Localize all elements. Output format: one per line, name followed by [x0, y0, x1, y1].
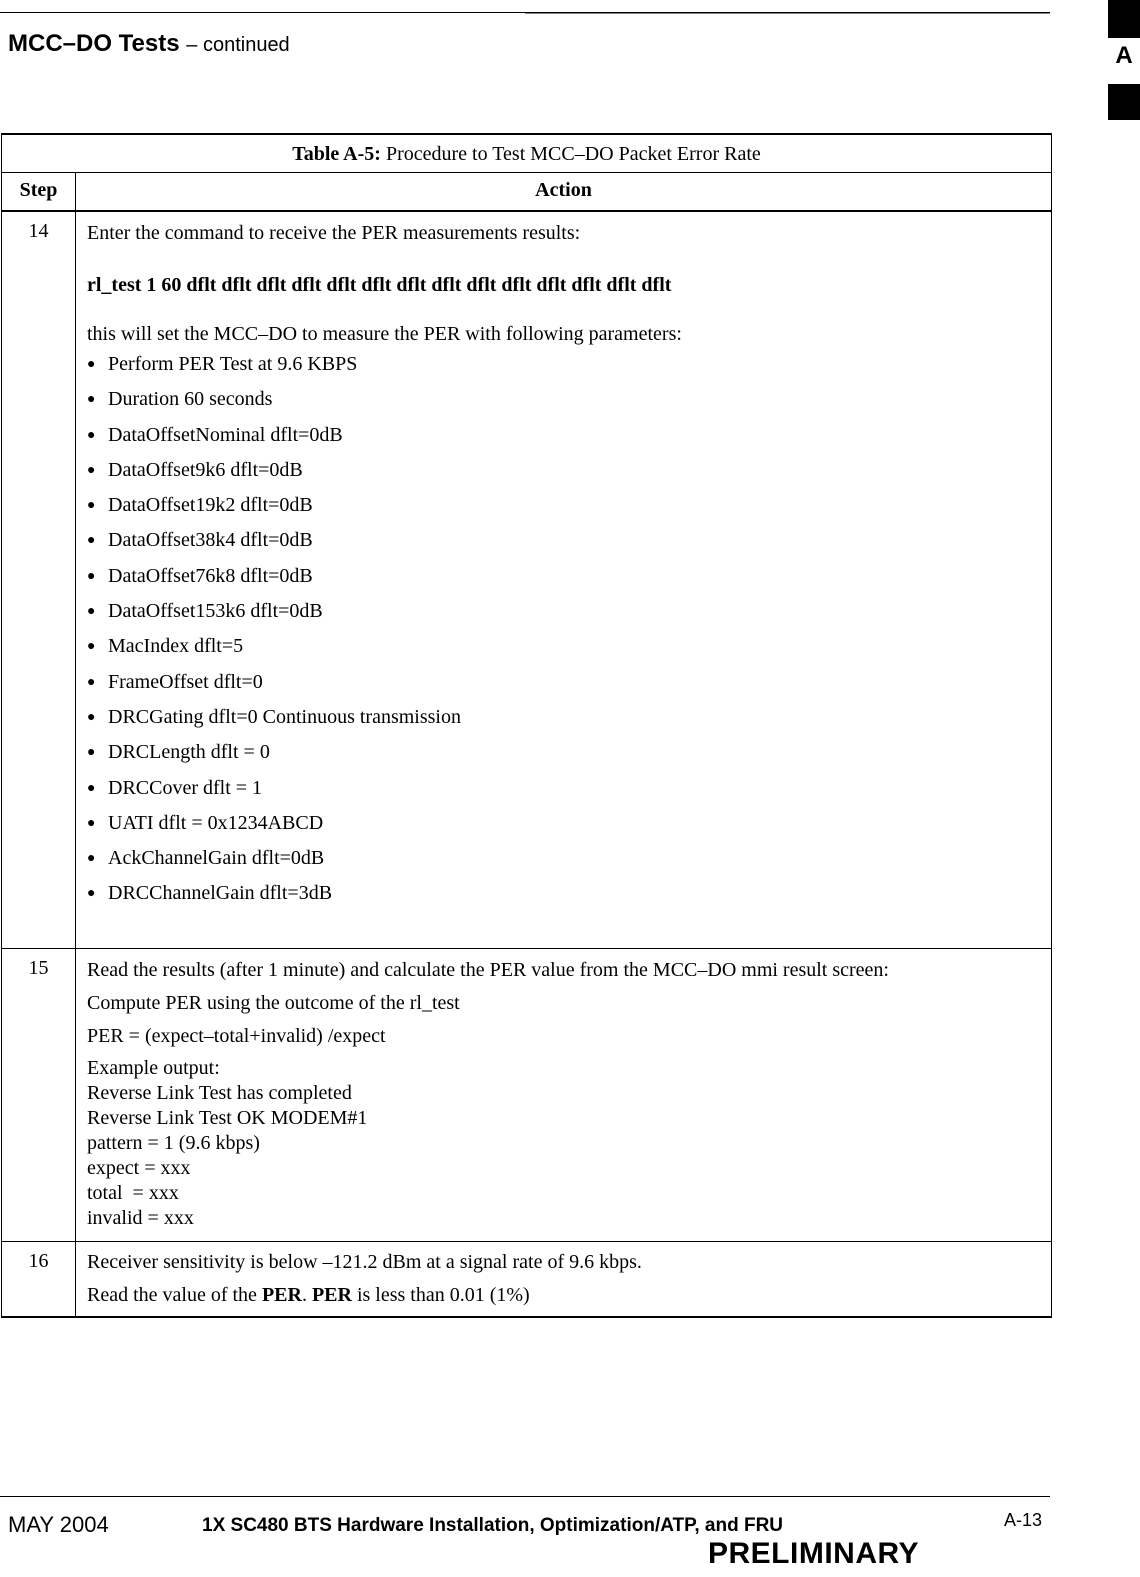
- table-caption-label: Table A-5:: [292, 143, 381, 165]
- example-output: Example output: Reverse Link Test has completed Reverse Link Test OK MODEM#1 pattern = 1 (9.6 kbps) expect = xxx total = xxx invalid = xxx: [87, 1056, 368, 1229]
- footer-title: 1X SC480 BTS Hardware Installation, Optimization/ATP, and FRU: [202, 1515, 784, 1536]
- column-header-action: Action: [76, 173, 1052, 212]
- bullet-icon: ●: [87, 639, 96, 655]
- preliminary-stamp: PRELIMINARY: [708, 1537, 920, 1570]
- bullet-icon: ●: [87, 462, 96, 478]
- column-header-step: Step: [2, 173, 76, 212]
- list-item: ● DataOffset38k4 dflt=0dB: [87, 527, 1041, 562]
- per-formula: PER = (expect–total+invalid) /expect: [87, 1024, 386, 1047]
- side-tab-letter: A: [1115, 42, 1133, 69]
- action-intro: Enter the command to receive the PER measurements results:: [87, 222, 581, 244]
- list-item: ● Perform PER Test at 9.6 KBPS: [87, 351, 1041, 386]
- list-item: ● DataOffset19k2 dflt=0dB: [87, 492, 1041, 527]
- list-item: ● UATI dflt = 0x1234ABCD: [87, 810, 1041, 845]
- action-line: Receiver sensitivity is below –121.2 dBm at a signal rate of 9.6 kbps.: [87, 1250, 642, 1273]
- bullet-icon: ●: [87, 568, 96, 584]
- table-caption-text: Procedure to Test MCC–DO Packet Error Rate: [380, 143, 761, 165]
- table-row: [2, 1241, 1052, 1317]
- side-tab-block-top: [1108, 0, 1140, 38]
- list-item: ● DataOffset76k8 dflt=0dB: [87, 563, 1041, 598]
- page-header: [8, 30, 290, 58]
- bullet-icon: ●: [87, 780, 96, 796]
- step-number: 15: [2, 948, 76, 1241]
- action-line: Read the value of the PER. PER is less than 0.01 (1%): [87, 1283, 530, 1306]
- list-item: ● DataOffset153k6 dflt=0dB: [87, 598, 1041, 633]
- list-item: ● DataOffset9k6 dflt=0dB: [87, 457, 1041, 492]
- bullet-icon: ●: [87, 851, 96, 867]
- table-row: [2, 948, 1052, 1241]
- table-caption: [2, 134, 1052, 173]
- list-item: ● DataOffsetNominal dflt=0dB: [87, 422, 1041, 457]
- action-lead: this will set the MCC–DO to measure the PER with following parameters:: [87, 323, 682, 345]
- footer-date: MAY 2004: [8, 1512, 109, 1537]
- header-title: MCC–DO Tests: [8, 30, 180, 57]
- bullet-icon: ●: [87, 427, 96, 443]
- bullet-icon: ●: [87, 709, 96, 725]
- bullet-icon: ●: [87, 533, 96, 549]
- list-item: ● DRCCover dflt = 1: [87, 775, 1041, 810]
- action-cell: [76, 1241, 1052, 1317]
- list-item: ● MacIndex dflt=5: [87, 633, 1041, 668]
- bullet-icon: ●: [87, 745, 96, 761]
- action-line: Compute PER using the outcome of the rl_test: [87, 991, 460, 1014]
- bullet-icon: ●: [87, 604, 96, 620]
- list-item: ● DRCGating dflt=0 Continuous transmission: [87, 704, 1041, 739]
- bullet-icon: ●: [87, 886, 96, 902]
- list-item: ● AckChannelGain dflt=0dB: [87, 845, 1041, 880]
- command-line: rl_test 1 60 dflt dflt dflt dflt dflt dflt dflt dflt dflt dflt dflt dflt dflt dflt: [87, 274, 672, 296]
- bullet-icon: ●: [87, 357, 96, 372]
- step-number: 14: [2, 211, 76, 948]
- top-rule-shadow: [525, 13, 1050, 14]
- table-row: [2, 211, 1052, 948]
- bullet-icon: ●: [87, 498, 96, 514]
- list-item: ● FrameOffset dflt=0: [87, 669, 1041, 704]
- bottom-rule: [0, 1496, 1050, 1497]
- bullet-icon: ●: [87, 674, 96, 690]
- procedure-table: [1, 133, 1052, 1318]
- bullet-icon: ●: [87, 392, 96, 408]
- step-number: 16: [2, 1241, 76, 1317]
- list-item: ● DRCLength dflt = 0: [87, 739, 1041, 774]
- list-item: ● Duration 60 seconds: [87, 386, 1041, 421]
- side-tab-block-bottom: [1108, 84, 1140, 120]
- header-continued: – continued: [186, 34, 290, 56]
- parameter-list: [87, 351, 1041, 916]
- action-cell: [76, 948, 1052, 1241]
- page-number: A-13: [1004, 1510, 1043, 1530]
- action-cell: [76, 211, 1052, 948]
- action-line: Read the results (after 1 minute) and calculate the PER value from the MCC–DO mmi result screen:: [87, 958, 889, 981]
- bullet-icon: ●: [87, 815, 96, 831]
- list-item: ● DRCChannelGain dflt=3dB: [87, 880, 1041, 915]
